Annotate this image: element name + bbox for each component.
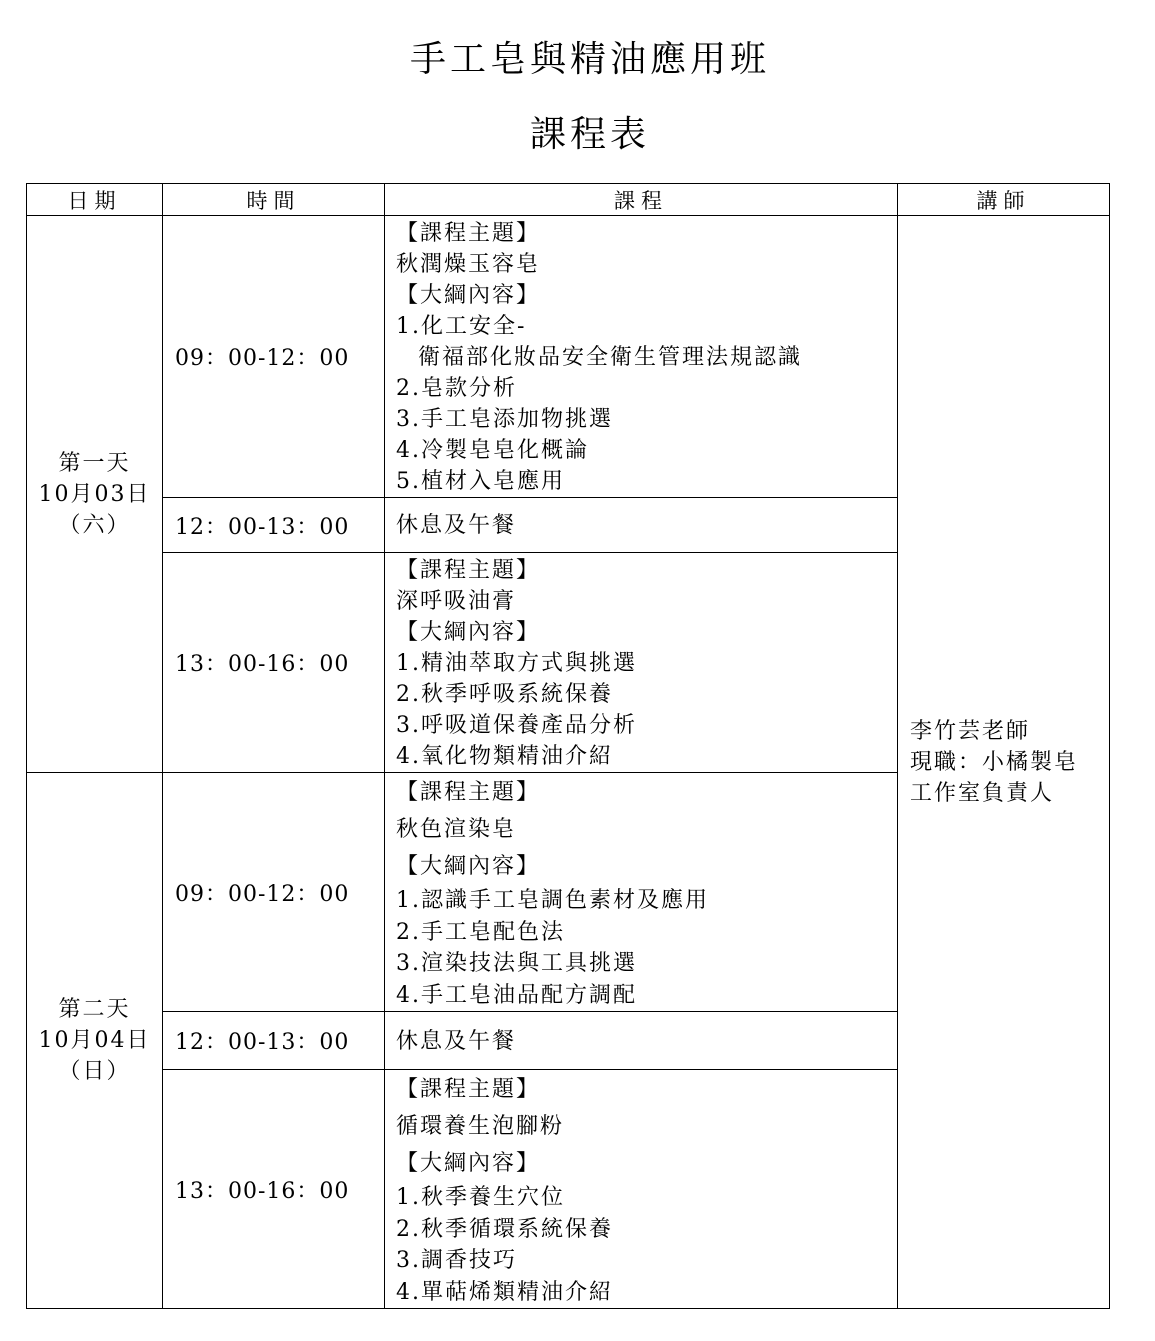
course-line: 2.手工皂配色法	[396, 919, 565, 945]
session-course	[385, 498, 898, 553]
course-line: 【大綱內容】	[396, 619, 541, 645]
day-name: 第二天	[58, 997, 131, 1022]
course-line: 1.認識手工皂調色素材及應用	[396, 888, 709, 913]
session-course	[385, 216, 898, 498]
session-course	[385, 553, 898, 773]
document-title: 手工皂與精油應用班	[409, 39, 770, 80]
teacher-name: 李竹芸老師	[910, 718, 1031, 744]
course-line: 2.皂款分析	[396, 375, 517, 401]
course-line: 【大綱內容】	[396, 854, 541, 879]
course-line: 2.秋季循環系統保養	[396, 1216, 613, 1242]
session-time: 13：00-16：00	[163, 553, 385, 773]
course-line: 4.手工皂油品配方調配	[396, 982, 637, 1008]
course-line: 3.呼吸道保養產品分析	[396, 712, 637, 738]
course-line: 5.植材入皂應用	[396, 468, 565, 494]
day-weekday: （日）	[58, 1059, 131, 1084]
course-line: 休息及午餐	[396, 513, 517, 538]
course-line: 秋色渲染皂	[396, 817, 517, 842]
header-course: 課程	[385, 184, 898, 216]
session-course	[385, 773, 898, 1012]
course-line: 3.調香技巧	[396, 1248, 517, 1273]
course-line: 深呼吸油膏	[396, 588, 517, 614]
course-line: 循環養生泡腳粉	[396, 1114, 565, 1139]
course-line: 1.精油萃取方式與挑選	[396, 650, 637, 676]
session-time: 13：00-16：00	[163, 1070, 385, 1309]
course-line: 4.氧化物類精油介紹	[396, 743, 613, 769]
day-date: 10月03日	[38, 481, 151, 507]
course-line: 衛福部化妝品安全衛生管理法規認識	[418, 344, 803, 370]
course-line: 4.單萜烯類精油介紹	[396, 1279, 613, 1305]
table-row	[27, 216, 1110, 498]
course-line: 4.冷製皂皂化概論	[396, 437, 589, 463]
session-time: 12：00-13：00	[163, 498, 385, 553]
teacher-job: 工作室負責人	[910, 780, 1055, 806]
course-line: 休息及午餐	[396, 1028, 517, 1054]
course-line: 【課程主題】	[396, 1077, 541, 1102]
course-line: 秋潤燥玉容皂	[396, 251, 541, 277]
course-line: 1.化工安全-	[396, 313, 527, 339]
session-time: 12：00-13：00	[163, 1012, 385, 1070]
course-line: 3.手工皂添加物挑選	[396, 406, 613, 432]
course-line: 1.秋季養生穴位	[396, 1185, 565, 1210]
day-date: 10月04日	[38, 1028, 151, 1053]
course-line: 【課程主題】	[396, 780, 541, 805]
course-line: 【課程主題】	[396, 557, 541, 583]
session-course	[385, 1070, 898, 1309]
header-date: 日期	[27, 184, 163, 216]
document-subtitle: 課程表	[529, 114, 650, 155]
session-time: 09：00-12：00	[163, 216, 385, 498]
course-line: 【課程主題】	[396, 220, 541, 246]
course-line: 【大綱內容】	[396, 1151, 541, 1176]
course-line: 【大綱內容】	[396, 282, 541, 308]
schedule-table	[26, 183, 1110, 1309]
day-cell	[27, 216, 163, 773]
day-name: 第一天	[58, 450, 131, 476]
header-row	[27, 184, 1110, 216]
session-course	[385, 1012, 898, 1070]
header-time: 時間	[163, 184, 385, 216]
teacher-job: 現職：小橘製皂	[910, 749, 1079, 775]
teacher-cell	[898, 216, 1110, 1309]
session-time: 09：00-12：00	[163, 773, 385, 1012]
course-line: 2.秋季呼吸系統保養	[396, 681, 613, 707]
course-line: 3.渲染技法與工具挑選	[396, 951, 637, 976]
day-cell	[27, 773, 163, 1309]
header-teacher: 講師	[898, 184, 1110, 216]
day-weekday: （六）	[58, 512, 131, 538]
